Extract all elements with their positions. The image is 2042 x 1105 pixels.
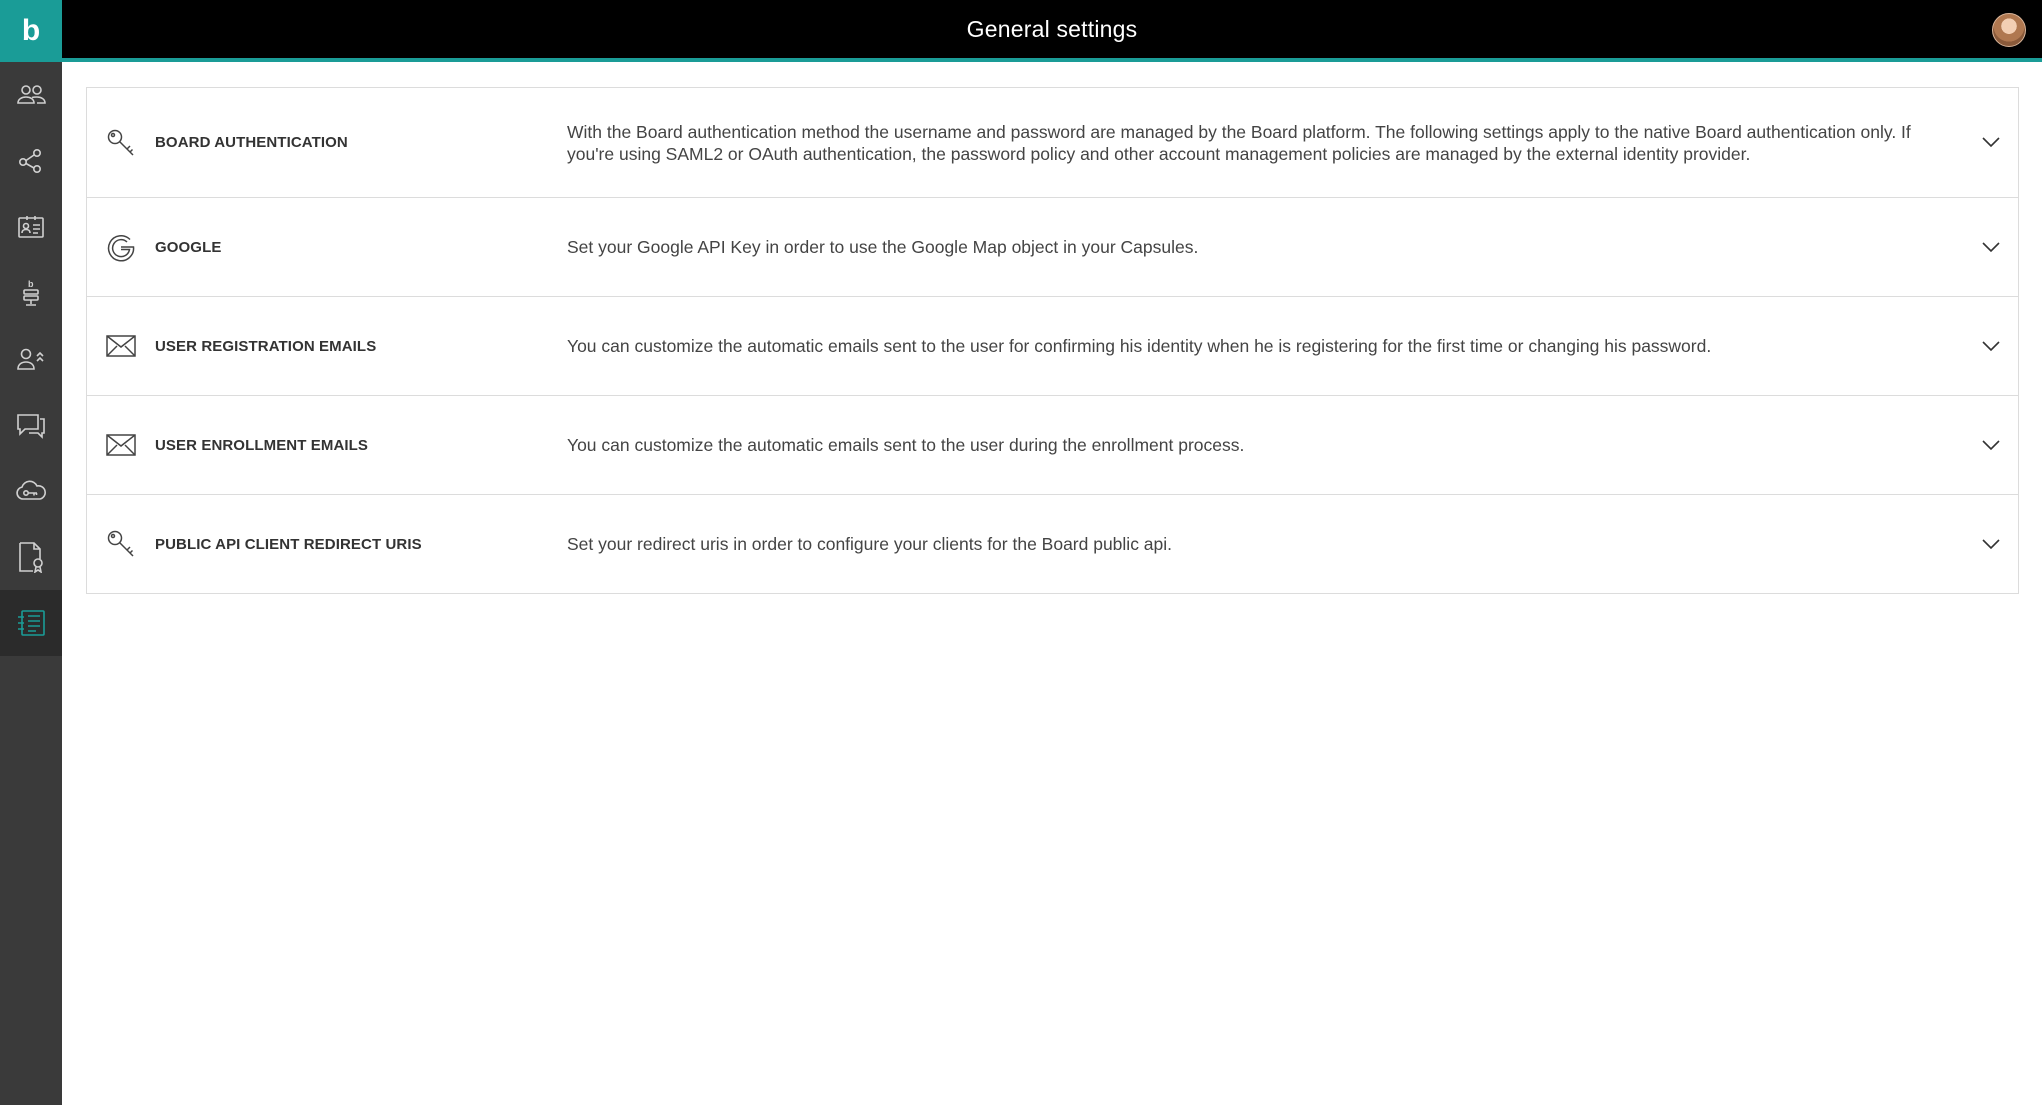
user-avatar[interactable] xyxy=(1992,13,2026,47)
sidebar xyxy=(0,0,62,1105)
setting-description: You can customize the automatic emails sent to the user for confirming his identity when he is registering for the first time or changing his password. xyxy=(567,336,1712,356)
sidebar-item-profiles[interactable] xyxy=(0,194,62,260)
chevron-down-icon[interactable] xyxy=(1978,341,2004,352)
google-icon xyxy=(105,232,137,262)
id-card-icon xyxy=(17,214,45,240)
setting-description: Set your redirect uris in order to configure your clients for the Board public api. xyxy=(567,534,1173,554)
sidebar-item-user-priority[interactable] xyxy=(0,326,62,392)
setting-description: With the Board authentication method the username and password are managed by the Board platform. The following settings apply to the native Board authentication only. If you're using SAML2 or OAuth authentication, the password policy and other account management policies are managed by the external identity provider. xyxy=(567,121,1911,164)
sidebar-item-cloud[interactable] xyxy=(0,458,62,524)
setting-label: USER REGISTRATION EMAILS xyxy=(155,337,377,355)
cloud-key-icon xyxy=(15,479,47,503)
sidebar-item-settings[interactable] xyxy=(0,590,62,656)
sidebar-item-users[interactable] xyxy=(0,62,62,128)
users-icon xyxy=(16,83,46,107)
sidebar-item-chat[interactable] xyxy=(0,392,62,458)
user-priority-icon xyxy=(16,346,46,372)
chat-icon xyxy=(16,411,46,439)
settings-list xyxy=(86,87,2019,594)
setting-label: PUBLIC API CLIENT REDIRECT URIS xyxy=(155,535,422,553)
board-logo[interactable] xyxy=(0,0,62,62)
key-icon xyxy=(105,128,137,158)
setting-description: You can customize the automatic emails sent to the user during the enrollment process. xyxy=(567,435,1245,455)
envelope-icon xyxy=(105,434,137,456)
chevron-down-icon[interactable] xyxy=(1978,440,2004,451)
chevron-down-icon[interactable] xyxy=(1978,539,2004,550)
top-bar xyxy=(62,0,2042,62)
envelope-icon xyxy=(105,335,137,357)
setting-row-board-authentication[interactable] xyxy=(87,88,2018,198)
setting-label: GOOGLE xyxy=(155,238,222,256)
setting-row-user-enrollment-emails[interactable] xyxy=(87,396,2018,495)
setting-label: BOARD AUTHENTICATION xyxy=(155,134,348,151)
sidebar-item-servers[interactable] xyxy=(0,260,62,326)
page-title: General settings xyxy=(966,15,1138,42)
chevron-down-icon[interactable] xyxy=(1978,242,2004,253)
logo-letter: b xyxy=(21,14,41,47)
share-nodes-icon xyxy=(17,147,45,175)
sidebar-item-share[interactable] xyxy=(0,128,62,194)
settings-list-icon xyxy=(16,609,46,637)
board-server-icon xyxy=(20,278,42,308)
setting-label: USER ENROLLMENT EMAILS xyxy=(155,436,369,454)
chevron-down-icon[interactable] xyxy=(1978,137,2004,148)
license-document-icon xyxy=(17,541,45,573)
setting-row-google[interactable] xyxy=(87,198,2018,297)
setting-row-user-registration-emails[interactable] xyxy=(87,297,2018,396)
setting-description: Set your Google API Key in order to use the Google Map object in your Capsules. xyxy=(567,237,1199,257)
key-icon xyxy=(105,529,137,559)
svg-text:b: b xyxy=(28,279,34,289)
sidebar-item-license[interactable] xyxy=(0,524,62,590)
setting-row-public-api-client-redirect-uris[interactable] xyxy=(87,495,2018,593)
